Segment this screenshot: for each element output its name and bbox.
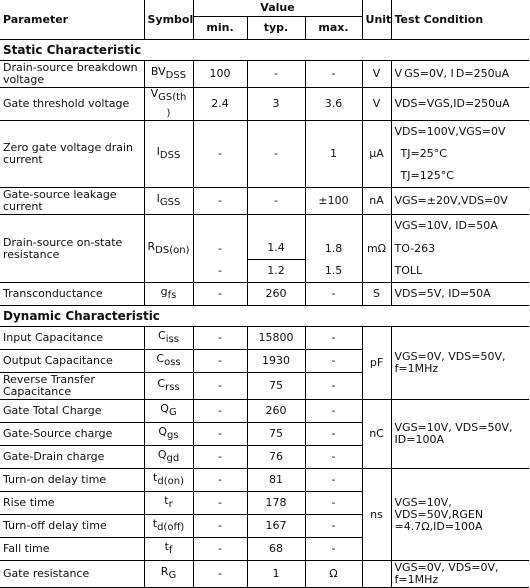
vgsth-unit: V: [362, 88, 391, 121]
vgsth-symbol: $V_{GS(th )}$: [144, 88, 193, 121]
tdon-min: -: [193, 469, 247, 492]
tdon-symbol: $t_{d(on)}$: [144, 469, 193, 492]
vgsth-cond: VDS=VGS,ID=250uA: [391, 88, 529, 121]
igss-max: ±100: [305, 188, 362, 215]
bvdss-symbol: $BV_{DSS}$: [144, 61, 193, 88]
ciss-max: -: [305, 327, 362, 350]
rds-param: Drain-source on-state resistance: [0, 215, 144, 283]
vgsth-param: Gate threshold voltage: [0, 88, 144, 121]
tf-min: -: [193, 538, 247, 561]
igss-symbol: $I_{GSS}$: [144, 188, 193, 215]
qgs-max: -: [305, 423, 362, 446]
bvdss-typ: -: [247, 61, 305, 88]
igss-typ: -: [247, 188, 305, 215]
idss-symbol: $I_{DSS}$: [144, 121, 193, 188]
cap-cond: VGS=0V, VDS=50V, f=1MHz: [391, 327, 529, 400]
crss-param: Reverse Transfer Capacitance: [0, 373, 144, 400]
idss-unit: µA: [362, 121, 391, 188]
section-static-title: Static Characteristic: [3, 43, 142, 57]
tdoff-symbol: $t_{d(off)}$: [144, 515, 193, 538]
tr-min: -: [193, 492, 247, 515]
header-unit: Unit: [362, 0, 391, 40]
rg-max: Ω: [305, 561, 362, 588]
ciss-symbol: $C_{iss}$: [144, 327, 193, 350]
tf-max: -: [305, 538, 362, 561]
qgs-typ: 75: [247, 423, 305, 446]
rds-cond1: VGS=10V, ID=50A: [391, 215, 529, 238]
qg-min: -: [193, 400, 247, 423]
crss-typ: 75: [247, 373, 305, 400]
tdon-typ: 81: [247, 469, 305, 492]
tr-typ: 178: [247, 492, 305, 515]
header-value: Value: [193, 0, 362, 17]
qgd-typ: 76: [247, 446, 305, 469]
section-dynamic-title: Dynamic Characteristic: [3, 309, 160, 324]
bvdss-unit: V: [362, 61, 391, 88]
charge-unit: nC: [362, 400, 391, 469]
qgs-param: Gate-Source charge: [0, 423, 144, 446]
rds-unit: mΩ: [362, 215, 391, 283]
header-typ: typ.: [247, 17, 305, 40]
gfs-param: Transconductance: [0, 283, 144, 306]
igss-min: -: [193, 188, 247, 215]
gfs-typ: 260: [247, 283, 305, 306]
bvdss-cond: V GS=0V, I D=250uA: [391, 61, 529, 88]
ciss-typ: 15800: [247, 327, 305, 350]
header-parameter: Parameter: [0, 0, 144, 40]
bvdss-min: 100: [193, 61, 247, 88]
qg-symbol: $Q_G$: [144, 400, 193, 423]
rds-blank-min: [193, 215, 247, 238]
idss-typ: -: [247, 121, 305, 188]
gfs-symbol: $g_{fs}$: [144, 283, 193, 306]
rds-r2-typ: 1.2: [247, 260, 305, 283]
crss-min: -: [193, 373, 247, 400]
coss-symbol: $C_{oss}$: [144, 350, 193, 373]
rds-r1-max: 1.8: [305, 237, 362, 260]
qg-typ: 260: [247, 400, 305, 423]
tr-max: -: [305, 492, 362, 515]
igss-cond: VGS=±20V,VDS=0V: [391, 188, 529, 215]
coss-max: -: [305, 350, 362, 373]
idss-cond: VDS=100V,VGS=0V TJ=25°C TJ=125°C: [391, 121, 529, 188]
rds-r2-min: -: [193, 260, 247, 283]
rds-r1-min: -: [193, 237, 247, 260]
rds-blank-max: [305, 215, 362, 238]
vgsth-min: 2.4: [193, 88, 247, 121]
tdon-max: -: [305, 469, 362, 492]
cap-unit: pF: [362, 327, 391, 400]
tdoff-param: Turn-off delay time: [0, 515, 144, 538]
tf-typ: 68: [247, 538, 305, 561]
qgs-symbol: $Q_{gs}$: [144, 423, 193, 446]
rg-min: -: [193, 561, 247, 588]
switch-unit: ns: [362, 469, 391, 561]
qg-param: Gate Total Charge: [0, 400, 144, 423]
header-test-condition: Test Condition: [391, 0, 529, 40]
header-symbol: Symbol: [144, 0, 193, 40]
gfs-unit: S: [362, 283, 391, 306]
idss-max: 1: [305, 121, 362, 188]
idss-param: Zero gate voltage drain current: [0, 121, 144, 188]
idss-min: -: [193, 121, 247, 188]
tdoff-max: -: [305, 515, 362, 538]
gfs-cond: VDS=5V, ID=50A: [391, 283, 529, 306]
coss-min: -: [193, 350, 247, 373]
qgd-symbol: $Q_{gd}$: [144, 446, 193, 469]
rds-r1-cond: TO-263: [391, 237, 529, 260]
crss-max: -: [305, 373, 362, 400]
qgd-param: Gate-Drain charge: [0, 446, 144, 469]
tdoff-min: -: [193, 515, 247, 538]
rg-typ: 1: [247, 561, 305, 588]
tf-symbol: $t_f$: [144, 538, 193, 561]
rds-r2-max: 1.5: [305, 260, 362, 283]
ciss-min: -: [193, 327, 247, 350]
tr-param: Rise time: [0, 492, 144, 515]
tr-symbol: $t_r$: [144, 492, 193, 515]
rds-r2-cond: TOLL: [391, 260, 529, 283]
tdoff-typ: 167: [247, 515, 305, 538]
ciss-param: Input Capacitance: [0, 327, 144, 350]
qg-max: -: [305, 400, 362, 423]
gfs-max: -: [305, 283, 362, 306]
coss-typ: 1930: [247, 350, 305, 373]
tdon-param: Turn-on delay time: [0, 469, 144, 492]
igss-unit: nA: [362, 188, 391, 215]
rg-unit: [362, 561, 391, 588]
igss-param: Gate-source leakage current: [0, 188, 144, 215]
tf-param: Fall time: [0, 538, 144, 561]
rg-cond: VGS=0V, VDS=0V, f=1MHz: [391, 561, 529, 588]
gfs-min: -: [193, 283, 247, 306]
header-max: max.: [305, 17, 362, 40]
bvdss-param: Drain-source breakdown voltage: [0, 61, 144, 88]
qgd-min: -: [193, 446, 247, 469]
vgsth-max: 3.6: [305, 88, 362, 121]
qgs-min: -: [193, 423, 247, 446]
header-min: min.: [193, 17, 247, 40]
switch-cond: VGS=10V, VDS=50V,RGEN =4.7Ω,ID=100A: [391, 469, 529, 561]
coss-param: Output Capacitance: [0, 350, 144, 373]
rds-r1-typ: 1.4: [247, 237, 305, 260]
rg-param: Gate resistance: [0, 561, 144, 588]
bvdss-max: -: [305, 61, 362, 88]
crss-symbol: $C_{rss}$: [144, 373, 193, 400]
vgsth-typ: 3: [247, 88, 305, 121]
qgd-max: -: [305, 446, 362, 469]
charge-cond: VGS=10V, VDS=50V, ID=100A: [391, 400, 529, 469]
rds-symbol: $R_{DS(on)}$: [144, 215, 193, 283]
rg-symbol: $R_G$: [144, 561, 193, 588]
rds-blank-typ: [247, 215, 305, 238]
